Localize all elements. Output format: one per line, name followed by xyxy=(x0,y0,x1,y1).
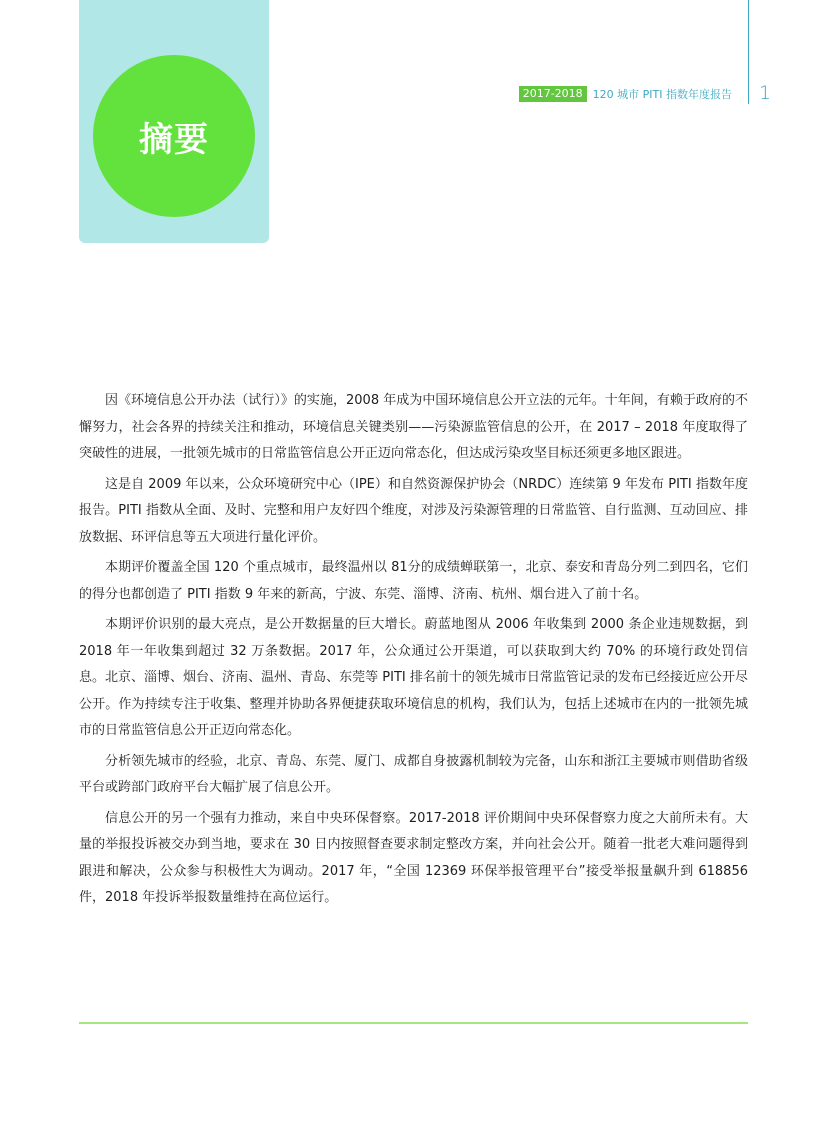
year-badge: 2017-2018 xyxy=(519,86,587,102)
paragraph: 分析领先城市的经验，北京、青岛、东莞、厦门、成都自身披露机制较为完备，山东和浙江主要城市则借助省级平台或跨部门政府平台大幅扩展了信息公开。 xyxy=(79,753,748,795)
section-title-badge xyxy=(93,55,255,217)
header-divider xyxy=(748,0,749,104)
paragraph: 因《环境信息公开办法（试行）》的实施，2008 年成为中国环境信息公开立法的元年。十年间，有赖于政府的不懈努力，社会各界的持续关注和推动，环境信息关键类别——污染源监管信息的公开，在 2017 – 2018 年度取得了突破性的进展，一批领先城市的日常监管信息公开正迈向常态化，但达成污染攻坚目标还须更多地区跟进。 xyxy=(79,393,748,461)
paragraph: 信息公开的另一个强有力推动，来自中央环保督察。2017-2018 评价期间中央环保督察力度之大前所未有。大量的举报投诉被交办到当地，要求在 30 日内按照督查要求制定整改方案，并向社会公开。随着一批老大难问题得到跟进和解决，公众参与积极性大为调动。2017 年，“全国 12369 环保举报管理平台”接受举报量飙升到 618856 件，2018 年投诉举报数量维持在高位运行。 xyxy=(79,810,748,905)
paragraph: 本期评价覆盖全国 120 个重点城市，最终温州以 81分的成绩蝉联第一，北京、泰安和青岛分列二到四名，它们的得分也都创造了 PITI 指数 9 年来的新高，宁波、东莞、淄博、济南、杭州、烟台进入了前十名。 xyxy=(79,560,748,602)
running-header xyxy=(519,86,732,102)
footer-divider xyxy=(79,1022,748,1024)
page-number: 1 xyxy=(759,82,772,104)
paragraph: 本期评价识别的最大亮点，是公开数据量的巨大增长。蔚蓝地图从 2006 年收集到 2000 条企业违规数据，到 2018 年一年收集到超过 32 万条数据。2017 年，公众通过公开渠道，可以获取到大约 70% 的环境行政处罚信息。北京、淄博、烟台、济南、温州、青岛、东莞等 PITI 排名前十的领先城市日常监管记录的发布已经接近应公开尽公开。作为持续专注于收集、整理并协助各界便捷获取环境信息的机构，我们认为，包括上述城市在内的一批领先城市的日常监管信息公开正迈向常态化。 xyxy=(79,617,748,738)
body-text xyxy=(79,388,748,916)
section-title: 摘要 xyxy=(139,119,209,160)
report-title: 120 城市 PITI 指数年度报告 xyxy=(592,88,732,101)
paragraph: 这是自 2009 年以来，公众环境研究中心（IPE）和自然资源保护协会（NRDC）连续第 9 年发布 PITI 指数年度报告。PITI 指数从全面、及时、完整和用户友好四个维度，对涉及污染源管理的日常监管、自行监测、互动回应、排放数据、环评信息等五大项进行量化评价。 xyxy=(79,476,748,545)
